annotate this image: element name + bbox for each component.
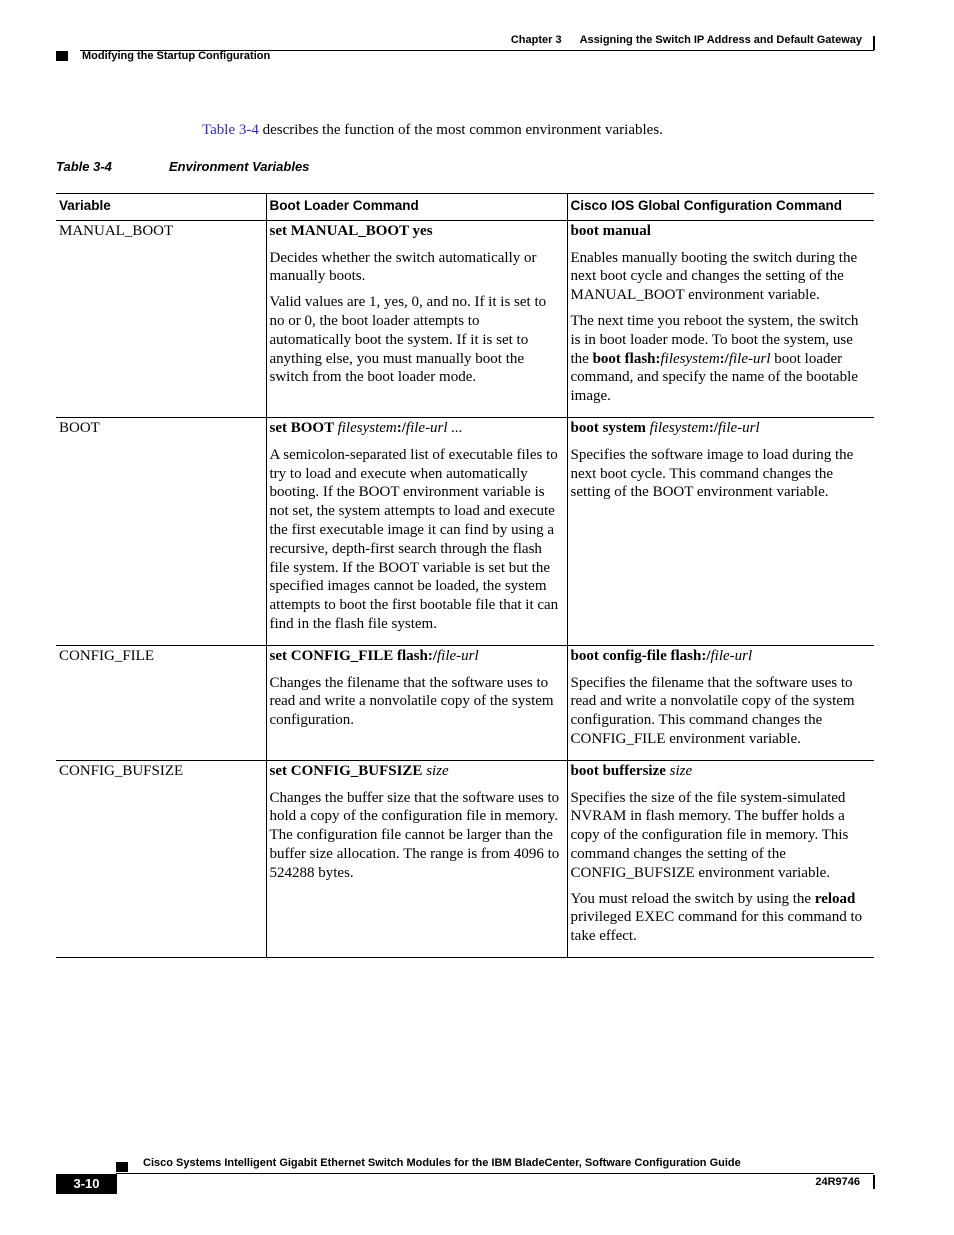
ios-command: boot buffersize size: [570, 762, 693, 779]
running-header-section: Modifying the Startup Configuration: [82, 50, 271, 62]
column-header-boot-loader-command: Boot Loader Command: [266, 194, 567, 221]
variable-name: MANUAL_BOOT: [56, 220, 266, 417]
boot-loader-description: Changes the filename that the software uses to read and write a nonvolatile copy of the system configuration.: [269, 674, 554, 729]
table-link[interactable]: Table 3-4: [202, 122, 259, 138]
boot-loader-cell: [266, 760, 567, 957]
variable-name: CONFIG_BUFSIZE: [56, 760, 266, 957]
table-caption-label: Table 3-4: [56, 159, 112, 174]
ios-description: The next time you reboot the system, the switch is in boot loader mode. To boot the system, use the boot flash:filesystem:/file-url boot loader command, and specify the name of the bootable image.: [570, 312, 859, 405]
table-header-row: [56, 194, 874, 221]
boot-loader-description: A semicolon-separated list of executable files to try to load and execute when automatically booting. If the BOOT environment variable is not set, the system attempts to load and execute the first executable image it can find by using a recursive, depth-first search through the flash file system. If the BOOT variable is set but the specified images cannot be loaded, the system attempts to boot the first bootable file that it can find in the flash file system.: [269, 446, 559, 632]
variable-name: CONFIG_FILE: [56, 645, 266, 760]
running-header-chapter: [511, 34, 862, 46]
ios-command: boot system filesystem:/file-url: [570, 419, 760, 436]
boot-loader-description: Changes the buffer size that the software uses to hold a copy of the configuration file in memory. The configuration file cannot be larger than the buffer size allocation. The range is from 4096 to 524288 bytes.: [269, 789, 560, 881]
header-bar: [873, 36, 875, 50]
footer-bar: [873, 1175, 875, 1189]
header-marker: [56, 51, 68, 61]
boot-loader-command: set BOOT filesystem:/file-url ...: [269, 419, 463, 436]
table-row: [56, 417, 874, 645]
ios-command: boot config-file flash:/file-url: [570, 647, 753, 664]
table-row: [56, 645, 874, 760]
document-number: 24R9746: [815, 1176, 860, 1188]
page-number: 3-10: [56, 1174, 117, 1194]
ios-command: boot manual: [570, 222, 651, 239]
ios-description: Enables manually booting the switch during the next boot cycle and changes the setting of the MANUAL_BOOT environment variable.: [570, 249, 858, 304]
boot-loader-command: set CONFIG_FILE flash:/file-url: [269, 647, 479, 664]
ios-description: You must reload the switch by using the reload privileged EXEC command for this command to take effect.: [570, 890, 863, 945]
table-caption-title: Environment Variables: [169, 159, 310, 174]
intro-paragraph: [202, 122, 663, 139]
variable-name: BOOT: [56, 417, 266, 645]
table-row: [56, 760, 874, 957]
table-row: [56, 220, 874, 417]
boot-loader-command: set CONFIG_BUFSIZE size: [269, 762, 449, 779]
ios-cell: [567, 417, 874, 645]
environment-variables-table: [56, 193, 874, 958]
boot-loader-cell: [266, 645, 567, 760]
ios-description: Specifies the size of the file system-simulated NVRAM in flash memory. The buffer holds a copy of the configuration file in memory. This command changes the setting of the CONFIG_BUFSIZE environment variable.: [570, 789, 849, 881]
boot-loader-cell: [266, 417, 567, 645]
footer-guide-title: Cisco Systems Intelligent Gigabit Ethernet Switch Modules for the IBM BladeCenter, Software Configuration Guide: [143, 1157, 741, 1169]
ios-cell: [567, 645, 874, 760]
column-header-variable: Variable: [56, 194, 266, 221]
ios-cell: [567, 220, 874, 417]
footer-rule: [116, 1173, 874, 1174]
boot-loader-description: Valid values are 1, yes, 0, and no. If it is set to no or 0, the boot loader attempts to automatically boot the system. If it is set to anything else, you must manually boot the switch from the boot loader mode.: [269, 294, 547, 386]
ios-description: Specifies the software image to load during the next boot cycle. This command changes the setting of the BOOT environment variable.: [570, 446, 854, 501]
boot-loader-cell: [266, 220, 567, 417]
boot-loader-command: set MANUAL_BOOT yes: [269, 222, 433, 239]
intro-text: describes the function of the most common environment variables.: [258, 122, 663, 138]
boot-loader-description: Decides whether the switch automatically or manually boots.: [269, 249, 537, 285]
footer-marker: [116, 1162, 128, 1172]
ios-cell: [567, 760, 874, 957]
chapter-label: Chapter 3: [510, 34, 562, 46]
ios-description: Specifies the filename that the software uses to read and write a nonvolatile copy of the system configuration. This command changes the CONFIG_FILE environment variable.: [570, 674, 855, 747]
chapter-title: Assigning the Switch IP Address and Default Gateway: [579, 34, 862, 46]
column-header-ios-command: Cisco IOS Global Configuration Command: [567, 194, 874, 221]
